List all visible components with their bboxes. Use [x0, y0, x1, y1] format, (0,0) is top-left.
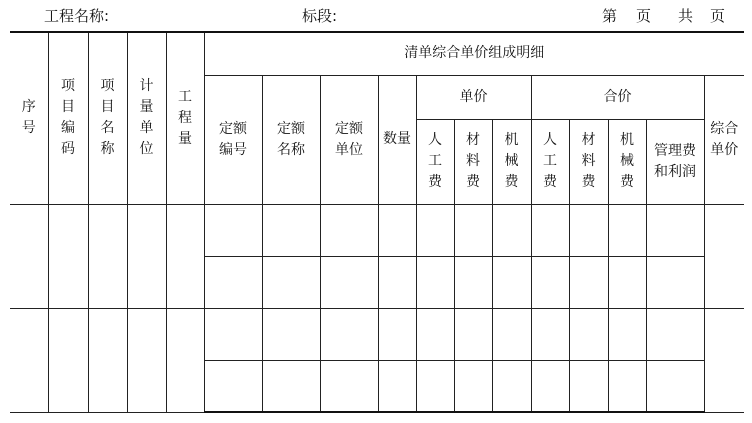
cell-unit[interactable] [127, 204, 166, 308]
header-item-code: 项目编码 [48, 32, 88, 204]
cell-total-material[interactable] [569, 204, 608, 256]
header-amount: 数量 [378, 75, 416, 204]
header-quota-name: 定额名称 [262, 75, 320, 204]
header-total-machine: 机械费 [608, 119, 646, 204]
cell-item-name[interactable] [88, 308, 127, 412]
cell-total-mgmt-profit[interactable] [646, 204, 704, 256]
cell-seq[interactable] [10, 308, 48, 412]
cell-amount[interactable] [378, 360, 416, 412]
cell-total-machine[interactable] [608, 308, 646, 360]
cell-unit-machine[interactable] [492, 204, 531, 256]
section-label: 标段: [302, 7, 338, 25]
cell-unit-material[interactable] [454, 204, 492, 256]
header-quota-code: 定额编号 [204, 75, 262, 204]
cell-quota-name[interactable] [262, 360, 320, 412]
cell-quota-code[interactable] [204, 308, 262, 360]
cell-total-labor[interactable] [531, 360, 569, 412]
header-total-labor: 人工费 [531, 119, 569, 204]
cell-total-labor[interactable] [531, 308, 569, 360]
table-row [10, 204, 744, 256]
cell-unit-labor[interactable] [416, 204, 454, 256]
header-unit-labor: 人工费 [416, 119, 454, 204]
cell-seq[interactable] [10, 204, 48, 308]
cell-unit-machine[interactable] [492, 256, 531, 308]
header-composite-unit-price: 综合单价 [704, 75, 744, 204]
cell-unit-labor[interactable] [416, 256, 454, 308]
cell-unit-material[interactable] [454, 308, 492, 360]
total-label: 共 [678, 7, 694, 25]
header-total-material: 材料费 [569, 119, 608, 204]
cell-quota-name[interactable] [262, 308, 320, 360]
cell-quota-unit[interactable] [320, 256, 378, 308]
cell-quota-unit[interactable] [320, 360, 378, 412]
cell-total-machine[interactable] [608, 204, 646, 256]
cell-total-machine[interactable] [608, 256, 646, 308]
cell-composite-unit-price[interactable] [704, 308, 744, 412]
cell-quota-name[interactable] [262, 204, 320, 256]
cell-quota-code[interactable] [204, 360, 262, 412]
header-total-mgmt-profit: 管理费和利润 [646, 119, 704, 204]
page-label: 第 [602, 7, 618, 25]
cell-total-material[interactable] [569, 360, 608, 412]
header-quantity: 工程量 [166, 32, 204, 204]
cell-unit-labor[interactable] [416, 360, 454, 412]
header-unit-price-group: 单价 [416, 75, 531, 119]
cell-total-mgmt-profit[interactable] [646, 360, 704, 412]
page-unit: 页 [636, 7, 652, 25]
composite-unit-price-table [10, 31, 744, 413]
cell-total-machine[interactable] [608, 360, 646, 412]
cell-quota-name[interactable] [262, 256, 320, 308]
cell-item-code[interactable] [48, 308, 88, 412]
cell-unit-machine[interactable] [492, 308, 531, 360]
cell-amount[interactable] [378, 204, 416, 256]
cell-unit[interactable] [127, 308, 166, 412]
cell-unit-labor[interactable] [416, 308, 454, 360]
cell-total-material[interactable] [569, 308, 608, 360]
cell-total-labor[interactable] [531, 204, 569, 256]
cell-amount[interactable] [378, 308, 416, 360]
cell-composite-unit-price[interactable] [704, 204, 744, 308]
header-unit-machine: 机械费 [492, 119, 531, 204]
cell-total-mgmt-profit[interactable] [646, 308, 704, 360]
cell-quantity[interactable] [166, 308, 204, 412]
header-unit-material: 材料费 [454, 119, 492, 204]
cell-unit-machine[interactable] [492, 360, 531, 412]
cell-quota-unit[interactable] [320, 308, 378, 360]
cell-quota-code[interactable] [204, 204, 262, 256]
cell-item-code[interactable] [48, 204, 88, 308]
total-unit: 页 [710, 7, 726, 25]
header-unit: 计量单位 [127, 32, 166, 204]
form-header [0, 0, 752, 30]
header-seq: 序号 [10, 32, 48, 204]
header-detail-group: 清单综合单价组成明细 [204, 32, 744, 75]
cell-item-name[interactable] [88, 204, 127, 308]
cell-unit-material[interactable] [454, 256, 492, 308]
cell-amount[interactable] [378, 256, 416, 308]
cell-total-mgmt-profit[interactable] [646, 256, 704, 308]
project-name-label: 工程名称: [44, 7, 110, 25]
header-total-price-group: 合价 [531, 75, 704, 119]
cell-total-material[interactable] [569, 256, 608, 308]
header-item-name: 项目名称 [88, 32, 127, 204]
cell-quota-unit[interactable] [320, 204, 378, 256]
cell-quota-code[interactable] [204, 256, 262, 308]
table-row [10, 308, 744, 360]
cell-total-labor[interactable] [531, 256, 569, 308]
header-quota-unit: 定额单位 [320, 75, 378, 204]
cell-quantity[interactable] [166, 204, 204, 308]
cell-unit-material[interactable] [454, 360, 492, 412]
